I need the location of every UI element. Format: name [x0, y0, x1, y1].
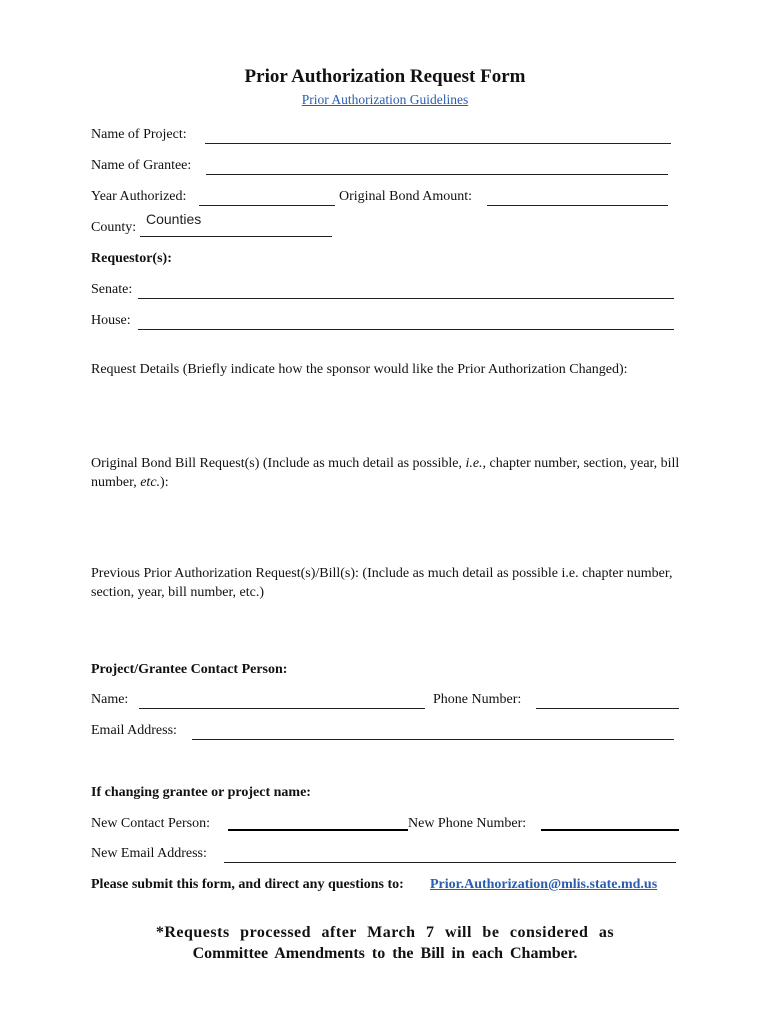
- request-details-area[interactable]: [91, 382, 676, 442]
- grantee-name-field[interactable]: [206, 174, 668, 175]
- house-field[interactable]: [138, 329, 674, 330]
- senate-label: Senate:: [91, 282, 133, 297]
- contact-phone-label: Phone Number:: [433, 692, 522, 707]
- contact-phone-field[interactable]: [536, 708, 679, 709]
- senate-field[interactable]: [138, 298, 674, 299]
- new-phone-label: New Phone Number:: [408, 816, 527, 831]
- grantee-name-label: Name of Grantee:: [91, 158, 192, 173]
- new-email-field[interactable]: [224, 862, 676, 863]
- bond-amount-field[interactable]: [487, 205, 668, 206]
- year-authorized-field[interactable]: [199, 205, 335, 206]
- previous-requests-area[interactable]: [91, 606, 676, 656]
- notice-line-1: *Requests processed after March 7 will be considered as: [155, 924, 615, 941]
- requestors-heading: Requestor(s):: [91, 251, 172, 266]
- page-title: Prior Authorization Request Form: [244, 66, 526, 87]
- house-label: House:: [91, 313, 131, 328]
- guidelines-link[interactable]: Prior Authorization Guidelines: [301, 92, 469, 107]
- request-details-label: Request Details (Briefly indicate how the sponsor would like the Prior Authorization Changed):: [91, 362, 628, 377]
- original-bond-text-3: ):: [160, 475, 169, 490]
- original-bond-ie: i.e.: [465, 456, 483, 471]
- contact-name-label: Name:: [91, 692, 129, 707]
- project-name-label: Name of Project:: [91, 127, 187, 142]
- original-bond-etc: etc.: [140, 475, 161, 490]
- project-name-field[interactable]: [205, 143, 671, 144]
- new-contact-label: New Contact Person:: [91, 816, 210, 831]
- bond-amount-label: Original Bond Amount:: [339, 189, 472, 204]
- previous-requests-label: Previous Prior Authorization Request(s)/Bill(s): (Include as much detail as possible i.e. chapter number, section, year, bill number, etc.): [91, 566, 673, 600]
- contact-name-field[interactable]: [139, 708, 425, 709]
- original-bond-text-1: Original Bond Bill Request(s) (Include as much detail as possible,: [91, 456, 466, 471]
- county-field-line: [140, 236, 332, 237]
- new-email-label: New Email Address:: [91, 846, 207, 861]
- county-label: County:: [91, 220, 137, 235]
- original-bond-request-label: [91, 454, 681, 492]
- contact-heading: Project/Grantee Contact Person:: [91, 662, 288, 677]
- submit-instructions: Please submit this form, and direct any questions to:: [91, 877, 404, 892]
- contact-email-field[interactable]: [192, 739, 674, 740]
- submit-email-link[interactable]: Prior.Authorization@mlis.state.md.us: [430, 877, 658, 892]
- year-authorized-label: Year Authorized:: [91, 189, 187, 204]
- change-heading: If changing grantee or project name:: [91, 785, 311, 800]
- notice-line-2: Committee Amendments to the Bill in each Chamber.: [192, 945, 578, 962]
- new-phone-field[interactable]: [541, 829, 679, 831]
- contact-email-label: Email Address:: [91, 723, 177, 738]
- deadline-notice: [0, 922, 770, 964]
- new-contact-field[interactable]: [228, 829, 408, 831]
- original-bond-request-area[interactable]: [91, 496, 676, 556]
- county-dropdown[interactable]: Counties: [146, 211, 202, 227]
- original-bond-text-2: , chapter number, section, year, bill number,: [91, 456, 680, 490]
